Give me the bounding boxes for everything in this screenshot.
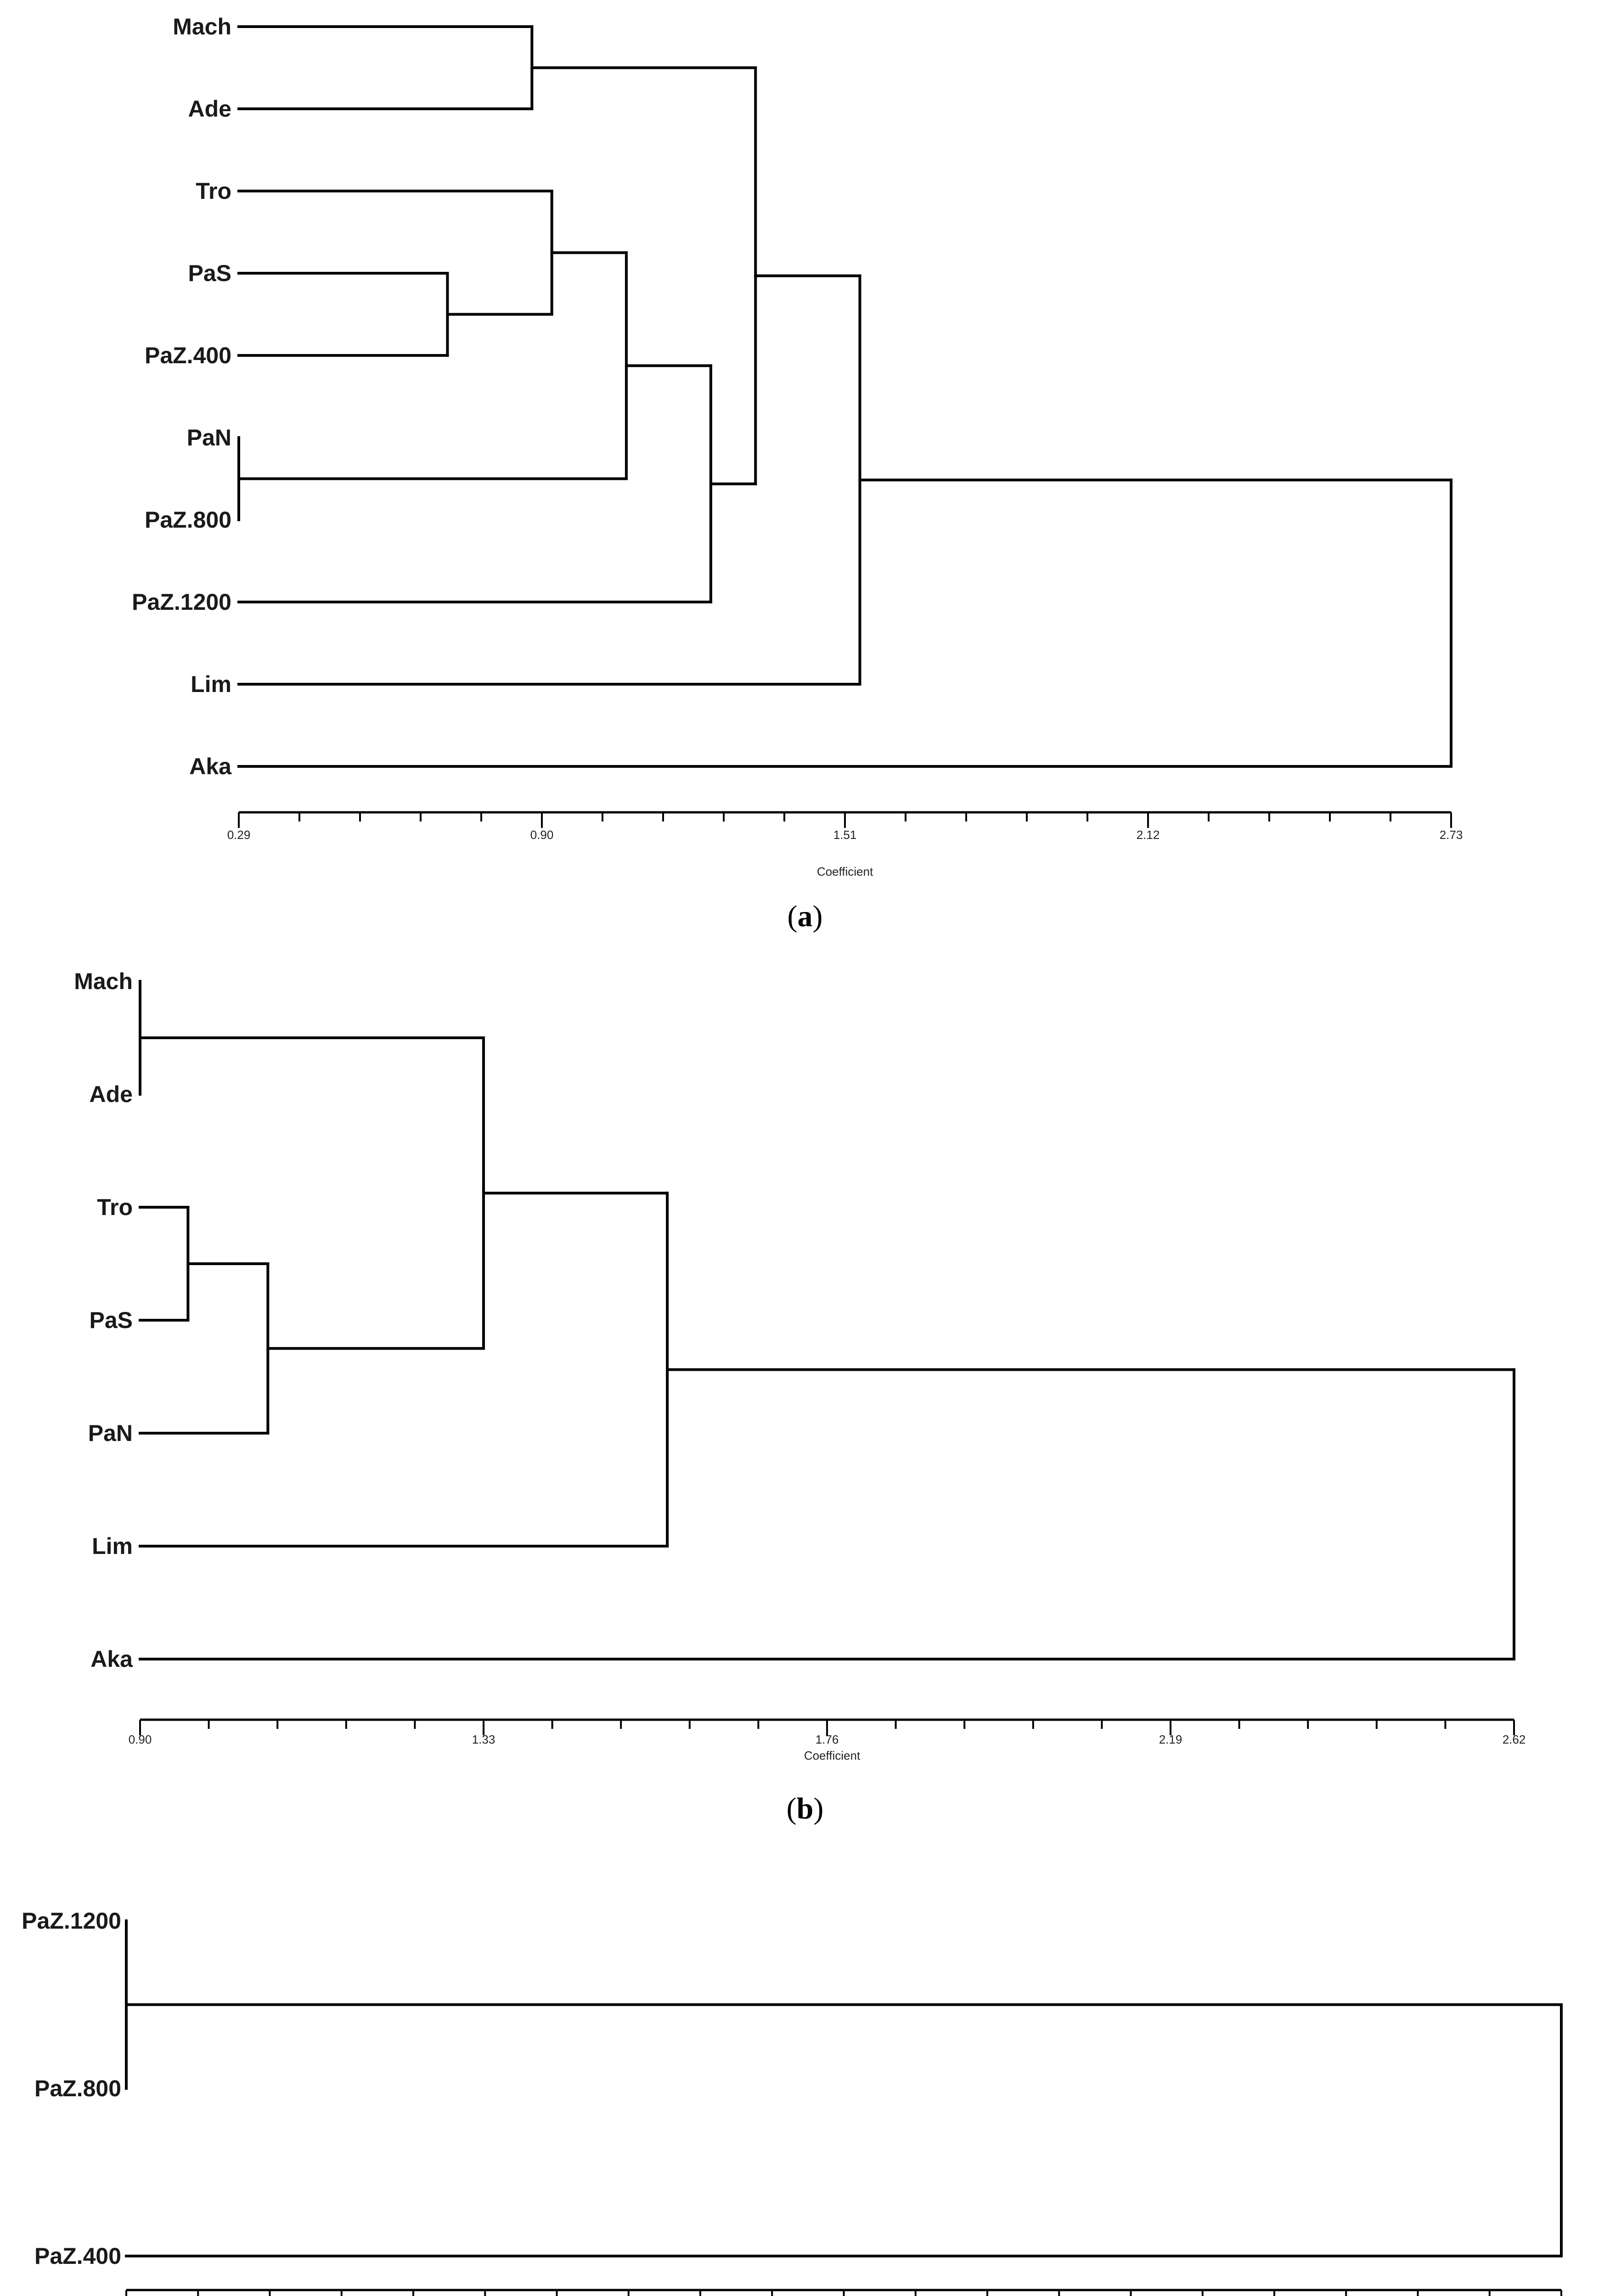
panel-caption: (b) bbox=[786, 1792, 824, 1825]
leaf-label: Tro bbox=[97, 1194, 133, 1220]
leaf-label: PaZ.400 bbox=[34, 2243, 121, 2269]
leaf-label: PaS bbox=[188, 260, 231, 286]
leaf-label: Aka bbox=[90, 1646, 133, 1672]
tick-label: 0.29 bbox=[227, 828, 251, 842]
leaf-label: PaZ.1200 bbox=[132, 589, 231, 615]
tick-label: 2.73 bbox=[1439, 828, 1463, 842]
leaf-label: Mach bbox=[74, 968, 133, 994]
leaf-label: PaS bbox=[89, 1307, 133, 1333]
panel-caption-letter: a bbox=[797, 900, 813, 933]
dendrogram-panel-b bbox=[74, 968, 1526, 1825]
panel-caption-letter: b bbox=[796, 1792, 814, 1825]
leaf-label: PaZ.400 bbox=[144, 343, 231, 368]
dendrogram-panel-a bbox=[132, 14, 1463, 933]
leaf-label: Ade bbox=[188, 96, 231, 122]
panel-caption: (a) bbox=[787, 900, 823, 933]
leaf-label: PaZ.1200 bbox=[22, 1908, 121, 1934]
leaf-label: Mach bbox=[173, 14, 231, 39]
leaf-label: Tro bbox=[196, 178, 231, 204]
tick-label: 1.51 bbox=[833, 828, 857, 842]
leaf-label: Lim bbox=[191, 671, 231, 697]
tick-label: 2.19 bbox=[1159, 1733, 1182, 1746]
tick-label: 2.12 bbox=[1136, 828, 1160, 842]
leaf-label: Ade bbox=[89, 1081, 133, 1107]
tick-label: 0.90 bbox=[128, 1733, 152, 1746]
tick-label: 0.90 bbox=[530, 828, 554, 842]
leaf-label: Aka bbox=[189, 754, 231, 779]
leaf-label: PaZ.800 bbox=[144, 507, 231, 533]
tick-label: 2.62 bbox=[1502, 1733, 1526, 1746]
dendrogram-panel-c bbox=[22, 1908, 1573, 2296]
tick-label: 1.33 bbox=[472, 1733, 495, 1746]
leaf-label: PaZ.800 bbox=[34, 2076, 121, 2101]
leaf-label: PaN bbox=[88, 1420, 133, 1446]
tick-label: 1.76 bbox=[815, 1733, 839, 1746]
leaf-label: Lim bbox=[92, 1533, 133, 1559]
axis-title: Coefficient bbox=[816, 865, 873, 878]
leaf-label: PaN bbox=[186, 425, 231, 450]
axis-title: Coefficient bbox=[804, 1749, 861, 1762]
